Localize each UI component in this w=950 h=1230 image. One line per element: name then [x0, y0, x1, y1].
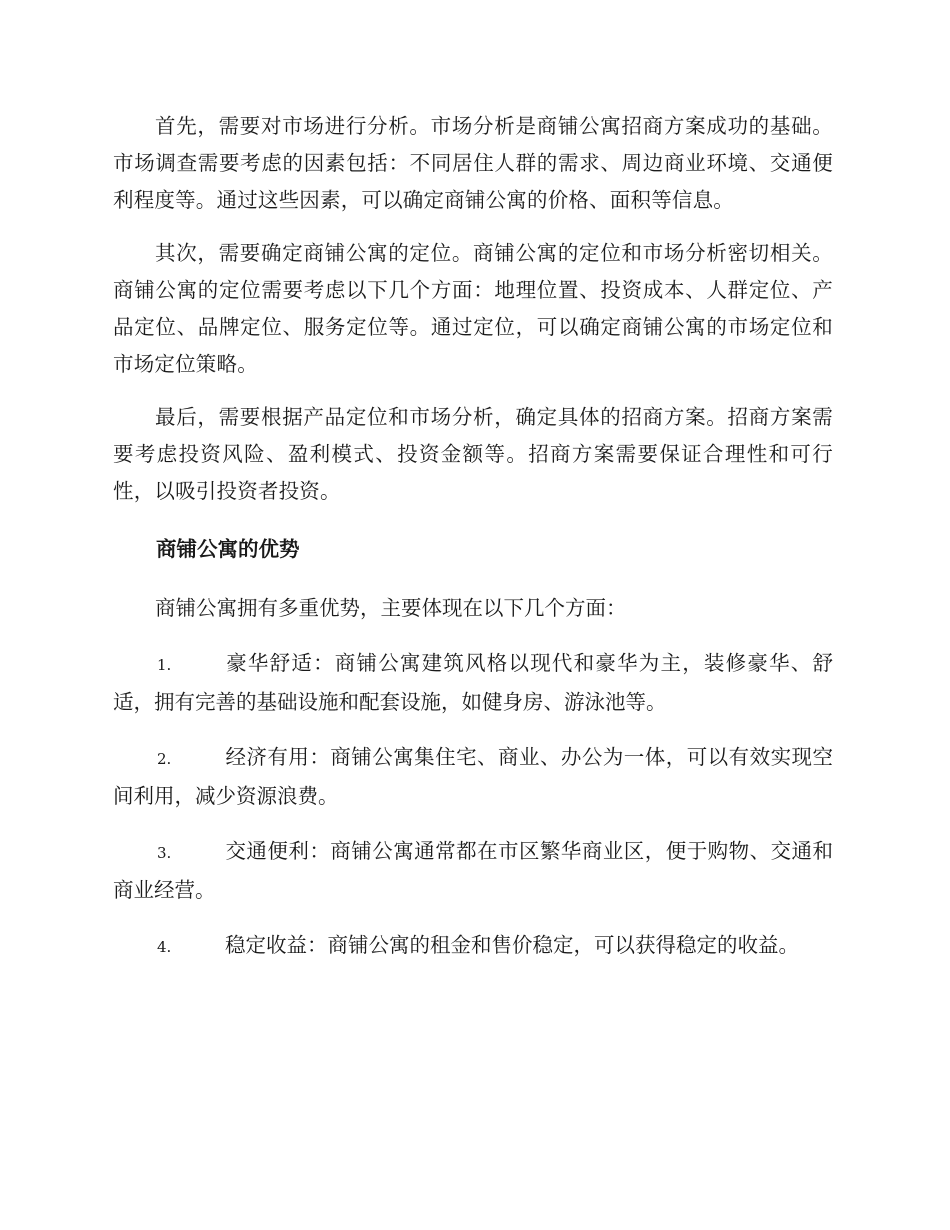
list-item	[113, 739, 833, 815]
paragraph-positioning: 其次，需要确定商铺公寓的定位。商铺公寓的定位和市场分析密切相关。商铺公寓的定位需要考虑以下几个方面：地理位置、投资成本、人群定位、产品定位、品牌定位、服务定位等。通过定位，可以确定商铺公寓的市场定位和市场定位策略。	[113, 241, 833, 376]
list-text: 豪华舒适：商铺公寓建筑风格以现代和豪华为主，装修豪华、舒适，拥有完善的基础设施和配套设施，如健身房、游泳池等。	[113, 651, 833, 714]
list-number: 4.	[157, 938, 172, 956]
list-item	[113, 833, 833, 909]
list-text: 交通便利：商铺公寓通常都在市区繁华商业区，便于购物、交通和商业经营。	[113, 839, 833, 902]
list-text: 经济有用：商铺公寓集住宅、商业、办公为一体，可以有效实现空间利用，减少资源浪费。	[113, 745, 833, 808]
section-heading: 商铺公寓的优势	[156, 537, 300, 561]
paragraph-market-analysis: 首先，需要对市场进行分析。市场分析是商铺公寓招商方案成功的基础。市场调查需要考虑的因素包括：不同居住人群的需求、周边商业环境、交通便利程度等。通过这些因素，可以确定商铺公寓的价格、面积等信息。	[113, 114, 833, 212]
list-number: 3.	[157, 844, 172, 862]
list-number: 1.	[157, 656, 172, 674]
list-text: 稳定收益：商铺公寓的租金和售价稳定，可以获得稳定的收益。	[225, 933, 799, 957]
list-item	[113, 927, 833, 966]
section-intro: 商铺公寓拥有多重优势，主要体现在以下几个方面：	[155, 596, 627, 620]
list-number: 2.	[157, 750, 172, 768]
document-page	[113, 108, 833, 984]
paragraph-investment-plan: 最后，需要根据产品定位和市场分析，确定具体的招商方案。招商方案需要考虑投资风险、盈利模式、投资金额等。招商方案需要保证合理性和可行性，以吸引投资者投资。	[113, 405, 833, 503]
list-item	[113, 645, 833, 721]
